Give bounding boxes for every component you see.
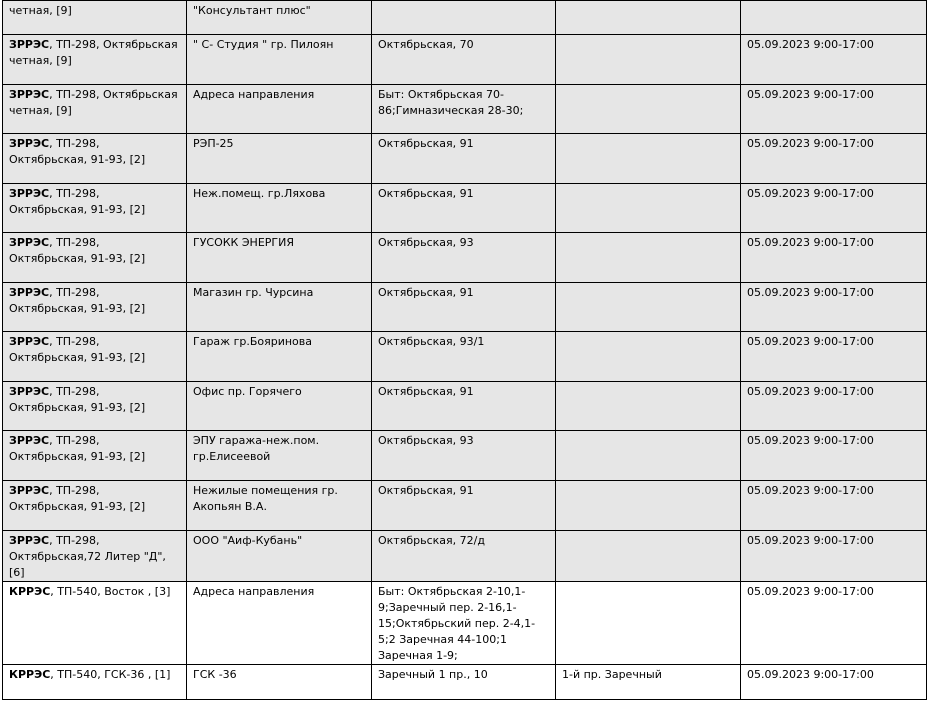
cell-consumer: Магазин гр. Чурсина [187, 283, 372, 332]
cell-consumer: ЭПУ гаража-неж.пом. гр.Елисеевой [187, 431, 372, 481]
network-org: ЗРРЭС [9, 484, 50, 497]
cell-address: Октябрьская, 93/1 [372, 332, 556, 382]
network-org: ЗРРЭС [9, 434, 50, 447]
cell-address: Быт: Октябрьская 2-10,1-9;Заречный пер. 2-16,1-15;Октябрьский пер. 2-4,1-5;2 Заречная 44-100;1 Заречная 1-9; [372, 582, 556, 665]
cell-address: Октябрьская, 91 [372, 134, 556, 184]
table-row [3, 431, 927, 481]
cell-address: Октябрьская, 70 [372, 35, 556, 85]
network-location: , ТП-298, Октябрьская, 91-93, [2] [9, 385, 146, 414]
cell-street [556, 481, 741, 531]
cell-consumer: Неж.помещ. гр.Ляхова [187, 184, 372, 233]
table-row [3, 134, 927, 184]
cell-consumer: Нежилые помещения гр. Акопьян В.А. [187, 481, 372, 531]
cell-network [3, 665, 187, 700]
cell-time: 05.09.2023 9:00-17:00 [741, 531, 927, 582]
cell-consumer: ГСК -36 [187, 665, 372, 700]
cell-street [556, 1, 741, 35]
cell-network [3, 332, 187, 382]
cell-street [556, 431, 741, 481]
cell-consumer: ООО "Аиф-Кубань" [187, 531, 372, 582]
network-location: четная, [9] [9, 4, 72, 17]
cell-network [3, 85, 187, 134]
cell-time: 05.09.2023 9:00-17:00 [741, 85, 927, 134]
cell-street [556, 382, 741, 431]
network-location: , ТП-298, Октябрьская, 91-93, [2] [9, 187, 146, 216]
cell-time: 05.09.2023 9:00-17:00 [741, 431, 927, 481]
cell-street [556, 233, 741, 283]
cell-address: Октябрьская, 91 [372, 184, 556, 233]
outage-table [2, 0, 927, 700]
cell-network [3, 481, 187, 531]
cell-network [3, 1, 187, 35]
network-org: ЗРРЭС [9, 137, 50, 150]
network-org: ЗРРЭС [9, 385, 50, 398]
cell-time: 05.09.2023 9:00-17:00 [741, 35, 927, 85]
cell-consumer: " С- Студия " гр. Пилоян [187, 35, 372, 85]
table-row [3, 85, 927, 134]
network-location: , ТП-298, Октябрьская, 91-93, [2] [9, 286, 146, 315]
cell-address [372, 1, 556, 35]
cell-consumer: Адреса направления [187, 582, 372, 665]
cell-time: 05.09.2023 9:00-17:00 [741, 481, 927, 531]
cell-consumer: ГУСОКК ЭНЕРГИЯ [187, 233, 372, 283]
network-location: , ТП-298, Октябрьская, 91-93, [2] [9, 434, 146, 463]
cell-network [3, 382, 187, 431]
cell-time: 05.09.2023 9:00-17:00 [741, 134, 927, 184]
table-row [3, 382, 927, 431]
network-org: ЗРРЭС [9, 236, 50, 249]
network-org: ЗРРЭС [9, 286, 50, 299]
network-location: , ТП-540, ГСК-36 , [1] [50, 668, 171, 681]
cell-time: 05.09.2023 9:00-17:00 [741, 582, 927, 665]
cell-address: Октябрьская, 72/д [372, 531, 556, 582]
cell-street [556, 184, 741, 233]
cell-address: Октябрьская, 91 [372, 382, 556, 431]
table-row [3, 184, 927, 233]
network-org: ЗРРЭС [9, 38, 50, 51]
cell-network [3, 582, 187, 665]
network-org: ЗРРЭС [9, 335, 50, 348]
table-row [3, 283, 927, 332]
network-org: КРРЭС [9, 585, 51, 598]
cell-address: Октябрьская, 93 [372, 431, 556, 481]
network-location: , ТП-298, Октябрьская четная, [9] [9, 38, 178, 67]
cell-street [556, 35, 741, 85]
table-row [3, 582, 927, 665]
cell-address: Октябрьская, 91 [372, 481, 556, 531]
cell-consumer: Адреса направления [187, 85, 372, 134]
cell-network [3, 35, 187, 85]
network-location: , ТП-298, Октябрьская, 91-93, [2] [9, 335, 146, 364]
cell-time: 05.09.2023 9:00-17:00 [741, 184, 927, 233]
network-location: , ТП-298, Октябрьская, 91-93, [2] [9, 137, 146, 166]
cell-consumer: "Консультант плюс" [187, 1, 372, 35]
cell-network [3, 134, 187, 184]
cell-address: Октябрьская, 91 [372, 283, 556, 332]
table-row [3, 35, 927, 85]
cell-time: 05.09.2023 9:00-17:00 [741, 382, 927, 431]
table-row [3, 233, 927, 283]
cell-consumer: Гараж гр.Бояринова [187, 332, 372, 382]
network-org: ЗРРЭС [9, 187, 50, 200]
cell-network [3, 184, 187, 233]
table-row [3, 665, 927, 700]
table-row [3, 481, 927, 531]
cell-street [556, 531, 741, 582]
cell-street [556, 582, 741, 665]
cell-time [741, 1, 927, 35]
network-org: ЗРРЭС [9, 534, 50, 547]
cell-network [3, 531, 187, 582]
cell-street [556, 332, 741, 382]
cell-network [3, 431, 187, 481]
cell-network [3, 283, 187, 332]
table-row [3, 531, 927, 582]
network-org: ЗРРЭС [9, 88, 50, 101]
cell-street [556, 134, 741, 184]
cell-network [3, 233, 187, 283]
cell-time: 05.09.2023 9:00-17:00 [741, 283, 927, 332]
outage-table-body [3, 1, 927, 700]
cell-address: Быт: Октябрьская 70-86;Гимназическая 28-30; [372, 85, 556, 134]
cell-street [556, 283, 741, 332]
cell-street [556, 85, 741, 134]
cell-address: Заречный 1 пр., 10 [372, 665, 556, 700]
cell-time: 05.09.2023 9:00-17:00 [741, 332, 927, 382]
cell-time: 05.09.2023 9:00-17:00 [741, 665, 927, 700]
network-location: , ТП-298, Октябрьская четная, [9] [9, 88, 178, 117]
cell-address: Октябрьская, 93 [372, 233, 556, 283]
cell-street: 1-й пр. Заречный [556, 665, 741, 700]
network-location: , ТП-298, Октябрьская, 91-93, [2] [9, 236, 146, 265]
network-location: , ТП-298, Октябрьская,72 Литер "Д", [6] [9, 534, 166, 579]
network-org: КРРЭС [9, 668, 51, 681]
network-location: , ТП-298, Октябрьская, 91-93, [2] [9, 484, 146, 513]
network-location: , ТП-540, Восток , [3] [50, 585, 171, 598]
table-row [3, 332, 927, 382]
cell-consumer: Офис пр. Горячего [187, 382, 372, 431]
table-row [3, 1, 927, 35]
cell-time: 05.09.2023 9:00-17:00 [741, 233, 927, 283]
cell-consumer: РЭП-25 [187, 134, 372, 184]
